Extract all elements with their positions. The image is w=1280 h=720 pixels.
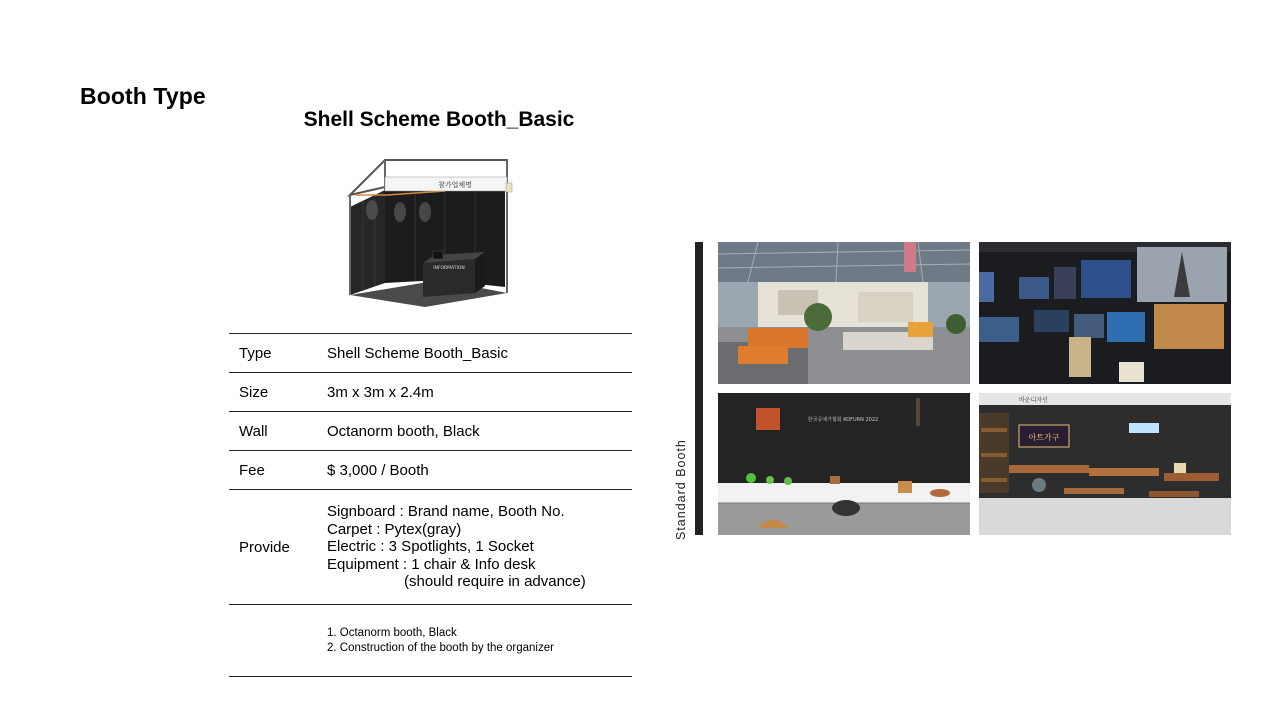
page-title: Booth Type xyxy=(80,83,206,109)
spec-table xyxy=(229,333,632,677)
spec-value: Shell Scheme Booth_Basic xyxy=(327,344,508,362)
provide-item: Carpet : Pytex(gray) xyxy=(327,520,462,538)
booth-illustration xyxy=(345,155,515,310)
spec-value: $ 3,000 / Booth xyxy=(327,461,429,479)
spec-label: Fee xyxy=(239,461,265,479)
spec-row-notes xyxy=(229,604,632,677)
spec-row-type xyxy=(229,333,632,372)
provide-item: (should require in advance) xyxy=(404,573,586,591)
spec-label: Provide xyxy=(239,538,290,556)
provide-item: Signboard : Brand name, Booth No. xyxy=(327,503,565,521)
provide-item: Equipment : 1 chair & Info desk xyxy=(327,555,536,573)
spec-row-size xyxy=(229,372,632,411)
note-item: 1. Octanorm booth, Black xyxy=(327,626,457,639)
gallery-side-label: Standard Booth xyxy=(674,439,688,540)
provide-list xyxy=(327,503,632,591)
spec-row-provide xyxy=(229,489,632,604)
notes-list xyxy=(327,626,632,656)
spec-value: Octanorm booth, Black xyxy=(327,422,480,440)
photo4-neon: 아트가구 xyxy=(1028,433,1060,442)
booth-title: Shell Scheme Booth_Basic xyxy=(303,108,575,131)
spec-row-wall xyxy=(229,411,632,450)
photo-exhibition-hall xyxy=(718,242,970,384)
provide-item: Electric : 3 Spotlights, 1 Socket xyxy=(327,538,534,556)
note-item: 2. Construction of the booth by the organizer xyxy=(327,641,554,654)
photo3-sign: 한국공예가협회 KOFURN 2022 xyxy=(807,417,879,423)
spec-label: Size xyxy=(239,383,269,401)
spec-label: Wall xyxy=(239,422,268,440)
spec-value: 3m x 3m x 2.4m xyxy=(327,383,434,401)
desk-text: INFORMATION xyxy=(433,266,465,271)
photo-gallery-booth xyxy=(979,242,1231,384)
fascia-text: 참가업체명 xyxy=(438,181,472,189)
photo-furniture-booth xyxy=(979,393,1231,535)
gallery-side-bar xyxy=(695,242,703,535)
spec-row-fee xyxy=(229,450,632,489)
spec-label: Type xyxy=(239,344,272,362)
photo-craft-display xyxy=(718,393,970,535)
photo4-sign: 바운디자인 xyxy=(1019,397,1048,404)
